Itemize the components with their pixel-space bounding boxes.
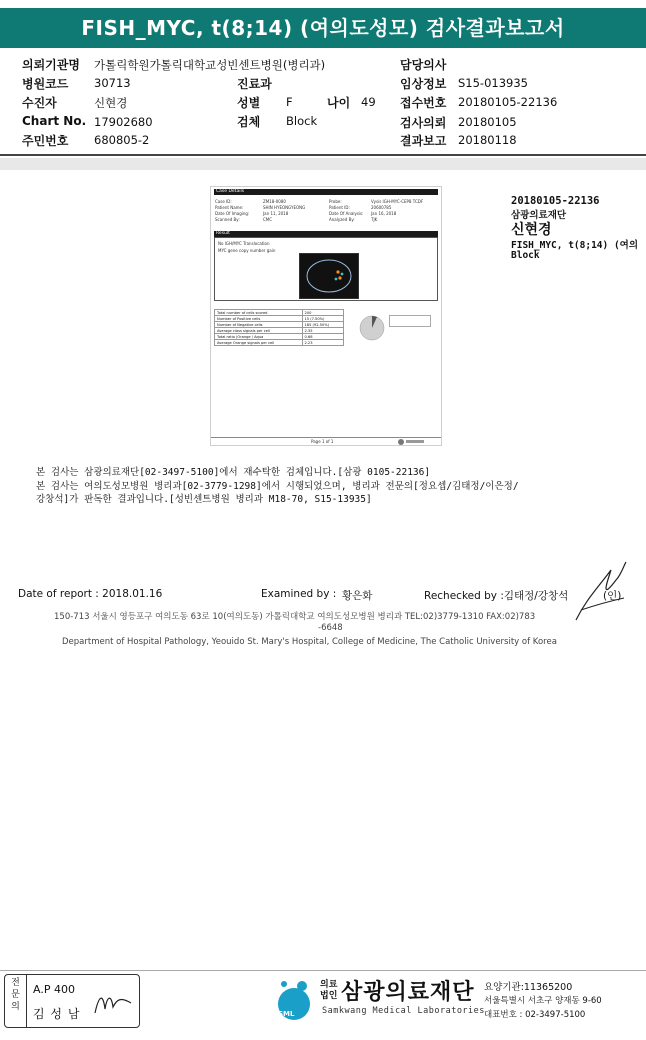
- stamp-patient-name: 신현경: [511, 222, 552, 238]
- label-doctor: 담당의사: [400, 58, 447, 72]
- table-cell: Average Orange signals per cell: [215, 340, 303, 346]
- label-specimen: 검체: [237, 115, 261, 129]
- examined-by-label: Examined by :: [261, 588, 337, 600]
- report-title: FISH_MYC, t(8;14) (여의도성모) 검사결과보고서: [0, 8, 646, 48]
- table-cell: 185 (92.50%): [302, 322, 344, 328]
- table-cell: Average class signals per cell: [215, 328, 303, 334]
- specialist-stamp: [4, 974, 140, 1028]
- table-cell: 0.68: [302, 334, 344, 340]
- patient-id-value: 20600785: [371, 205, 392, 210]
- date-imaging-label: Date Of Imaging:: [215, 211, 250, 216]
- label-resident-no: 주민번호: [22, 134, 69, 148]
- label-department: 진료과: [237, 77, 272, 91]
- scan-logo-icon: [397, 438, 427, 446]
- label-hospital-code: 병원코드: [22, 77, 69, 91]
- label-patient: 수진자: [22, 96, 57, 110]
- table-cell: 15 (7.50%): [302, 316, 344, 322]
- signature-scribble: [566, 560, 636, 630]
- patient-name-label: Patient Name:: [215, 205, 244, 210]
- date-analysis-value: Jan 16, 2018: [371, 211, 397, 216]
- org-phone: 대표번호 : 02-3497-5100: [484, 1010, 586, 1020]
- case-details-bar: Case Details: [214, 189, 438, 195]
- stamp-lab-name: 삼광의료재단: [511, 210, 567, 221]
- probe-value: Vysis IGH-MYC-CEP8 TCDF: [371, 199, 424, 204]
- gray-band: [0, 158, 646, 170]
- value-requesting-institution: 가톨릭학원가톨릭대학교성빈센트병원(병리과): [94, 58, 326, 72]
- date-analysis-label: Date Of Analysis:: [329, 211, 364, 216]
- org-type-2: 법인: [320, 991, 338, 1001]
- label-clinical-info: 임상정보: [400, 77, 447, 91]
- value-patient: 신현경: [94, 96, 128, 110]
- result-line-1: No IGH/MYC Translocation: [218, 241, 270, 246]
- institution-code: 요양기관:11365200: [484, 982, 573, 993]
- examined-by-name: 황은화: [342, 590, 373, 602]
- label-age: 나이: [327, 96, 351, 110]
- scanned-by-value: CMC: [263, 217, 273, 222]
- stamp-signature: [91, 989, 135, 1019]
- org-type-1: 의료: [320, 980, 338, 990]
- value-resident-no: 680805-2: [94, 133, 150, 147]
- analyzed-by-value: TJK: [371, 217, 378, 222]
- label-receipt-no: 접수번호: [400, 96, 447, 110]
- analyzed-by-label: Analyzed By:: [329, 217, 355, 222]
- date-imaging-value: Jan 11, 2018: [263, 211, 289, 216]
- patient-id-label: Patient ID:: [329, 205, 350, 210]
- table-cell: Number of Negative cells: [215, 322, 303, 328]
- value-sex: F: [286, 95, 293, 109]
- label-sex: 성별: [237, 96, 261, 110]
- fish-cell-drawing: [300, 254, 358, 298]
- table-cell: 2.35: [302, 328, 344, 334]
- pie-legend: [389, 315, 431, 327]
- scan-page-number: Page 1 of 1: [311, 439, 334, 444]
- probe-label: Probe:: [329, 199, 342, 204]
- hospital-address: 150-713 서울시 영등포구 여의도동 63로 10(여의도동) 가톨릭대학교 여의도성모병원 병리과 TEL:02)3779-1310 FAX:02)783: [54, 612, 536, 622]
- org-name: 삼광의료재단: [341, 980, 475, 1005]
- value-receipt-no: 20180105-22136: [458, 95, 558, 109]
- cell-count-table: [214, 309, 344, 346]
- scanned-fish-report: [210, 186, 442, 446]
- case-id-label: Case ID:: [215, 199, 232, 204]
- hospital-fax: -6648: [318, 623, 343, 633]
- table-cell: 200: [302, 310, 344, 316]
- table-cell: Total number of cells scored: [215, 310, 303, 316]
- bottom-divider: [0, 970, 646, 971]
- seal-mark: (인): [603, 590, 622, 602]
- pie-graphic: [357, 313, 387, 343]
- rechecked-by: Rechecked by :김태정/강창석: [424, 590, 569, 602]
- remark-line-2: 본 검사는 여의도성모병원 병리과[02-3779-1298]에서 시행되었으며, 병리과 전문의[정요셉/김태정/이은정/: [36, 480, 519, 492]
- stamp-receipt-no: 20180105-22136: [511, 195, 600, 207]
- label-chart-no: Chart No.: [22, 114, 87, 128]
- scanned-by-label: Scanned By:: [215, 217, 240, 222]
- label-requesting-institution: 의뢰기관명: [22, 58, 80, 72]
- org-address: 서울특별시 서초구 양재동 9-60: [484, 996, 602, 1006]
- stamp-side-char: 전: [11, 978, 20, 988]
- header-divider: [0, 154, 646, 156]
- value-test-request: 20180105: [458, 115, 517, 129]
- result-bar: Result: [214, 231, 438, 237]
- value-hospital-code: 30713: [94, 76, 131, 90]
- table-row: [215, 340, 344, 346]
- date-of-report: Date of report : 2018.01.16: [18, 588, 163, 600]
- stamp-test-name: FISH_MYC, t(8;14) (여의: [511, 240, 639, 251]
- table-cell: Total ratio (Orange / Aqua: [215, 334, 303, 340]
- department-name: Department of Hospital Pathology, Yeouido St. Mary's Hospital, College of Medicine, The Catholic University of Korea: [62, 637, 557, 647]
- logo-text: SML: [278, 1010, 295, 1018]
- fish-cell-image: [299, 253, 359, 299]
- value-result-report: 20180118: [458, 133, 517, 147]
- case-id-value: ZM18-0080: [263, 199, 286, 204]
- stamp-side-char: 의: [11, 1002, 20, 1012]
- report-signoff: [18, 588, 628, 604]
- table-cell: 2.23: [302, 340, 344, 346]
- label-result-report: 결과보고: [400, 134, 447, 148]
- receipt-stamp: [511, 195, 646, 265]
- stamp-doctor-name: 김 성 남: [33, 1007, 81, 1021]
- remarks: [36, 466, 626, 507]
- result-box: [214, 237, 438, 301]
- remark-line-1: 본 검사는 삼광의료재단[02-3497-5100]에서 재수탁한 검체입니다.[삼광 0105-22136]: [36, 467, 431, 478]
- value-age: 49: [361, 95, 376, 109]
- value-chart-no: 17902680: [94, 115, 153, 129]
- value-clinical-info: S15-013935: [458, 76, 528, 90]
- stamp-side-char: 문: [11, 990, 20, 1000]
- stamp-side-label: [5, 975, 27, 1027]
- remark-line-3: 강창석]가 판독한 결과입니다.[성빈센트병원 병리과 M18-70, S15-13935]: [36, 494, 372, 505]
- value-specimen: Block: [286, 114, 318, 128]
- stamp-specimen: Block: [511, 250, 540, 261]
- label-test-request: 검사의뢰: [400, 116, 447, 130]
- patient-info: [0, 52, 646, 152]
- table-cell: Number of Positive cells: [215, 316, 303, 322]
- patient-name-value: SHIN HYEONGYEONG: [263, 205, 306, 210]
- stamp-license: A.P 400: [33, 983, 75, 996]
- result-line-2: MYC gene copy number gain: [218, 248, 276, 253]
- org-name-en: Samkwang Medical Laboratories: [322, 1006, 485, 1016]
